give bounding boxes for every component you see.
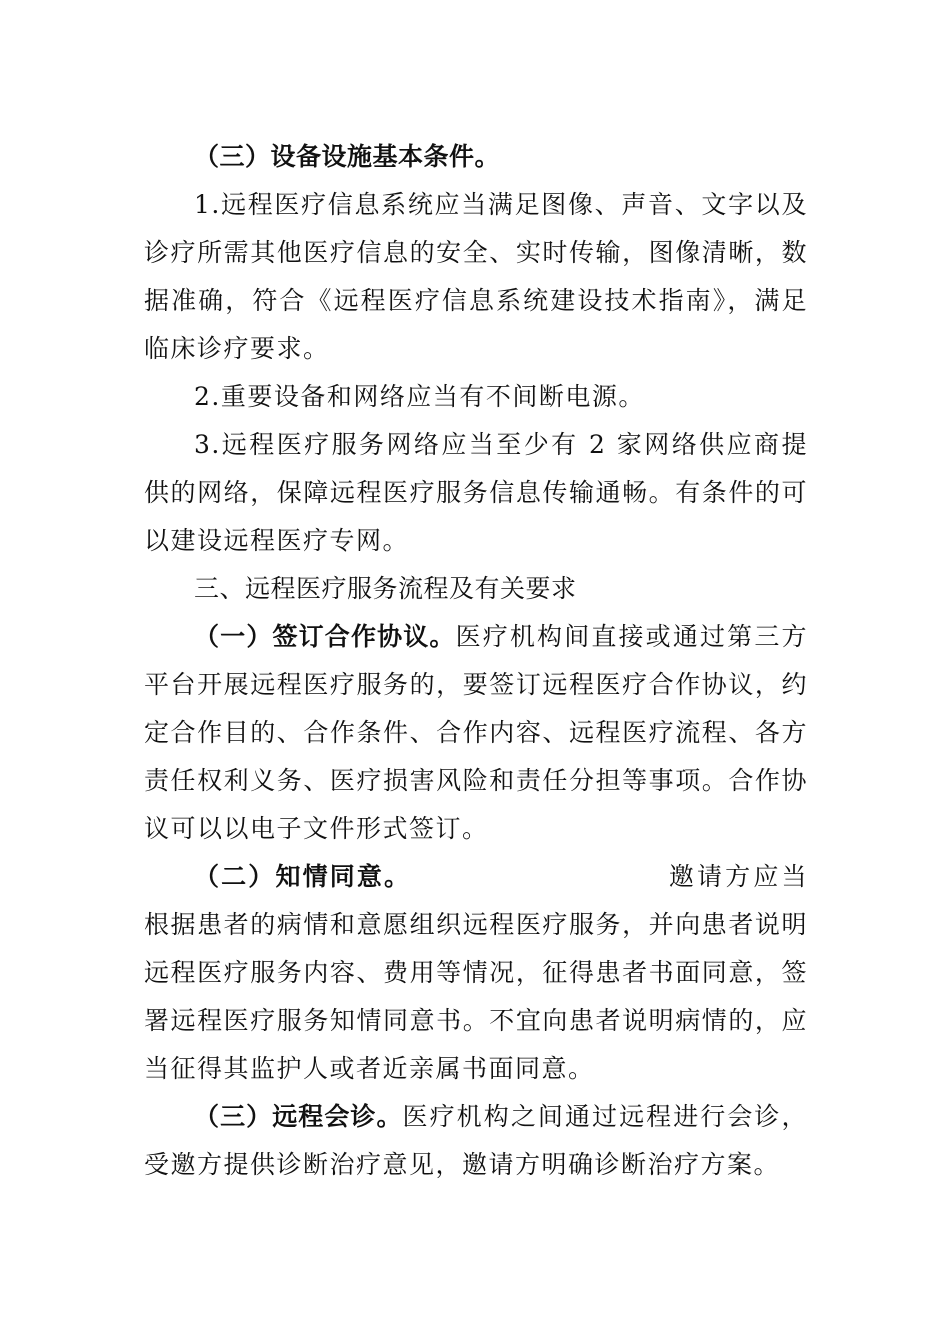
section-heading: （二）知情同意。 — [194, 862, 412, 891]
chapter-heading-text: 三、远程医疗服务流程及有关要求 — [194, 574, 577, 603]
paragraph-agreement — [144, 613, 808, 853]
paragraph-item-3 — [144, 421, 808, 565]
paragraph-consultation — [144, 1093, 808, 1189]
paragraph-text: 1.远程医疗信息系统应当满足图像、声音、文字以及诊疗所需其他医疗信息的安全、实时传输，图像清晰，数据准确，符合《远程医疗信息系统建设技术指南》，满足临床诊疗要求。 — [144, 190, 808, 363]
paragraph-consent — [144, 853, 808, 1093]
paragraph-text: 医疗机构之间通过远程进行会诊，受邀方提供诊断治疗意见，邀请方明确诊断治疗方案。 — [144, 1102, 808, 1179]
paragraph-text: 邀请方应当根据患者的病情和意愿组织远程医疗服务，并向患者说明远程医疗服务内容、费用等情况，征得患者书面同意，签署远程医疗服务知情同意书。不宜向患者说明病情的，应当征得其监护人或者近亲属书面同意。 — [144, 862, 808, 1083]
chapter-heading — [144, 565, 808, 613]
section-heading: （三）设备设施基本条件。 — [194, 142, 501, 171]
paragraph-text: 2.重要设备和网络应当有不间断电源。 — [194, 382, 645, 411]
document-body — [144, 133, 808, 1189]
paragraph-item-2 — [144, 373, 808, 421]
paragraph-text: 医疗机构间直接或通过第三方平台开展远程医疗服务的，要签订远程医疗合作协议，约定合作目的、合作条件、合作内容、远程医疗流程、各方责任权利义务、医疗损害风险和责任分担等事项。合作协议可以以电子文件形式签订。 — [144, 622, 808, 843]
paragraph-equipment-heading — [144, 133, 808, 181]
section-heading: （一）签订合作协议。 — [194, 622, 456, 651]
section-heading: （三）远程会诊。 — [194, 1102, 403, 1131]
paragraph-text: 3.远程医疗服务网络应当至少有 2 家网络供应商提供的网络，保障远程医疗服务信息传输通畅。有条件的可以建设远程医疗专网。 — [144, 430, 808, 555]
paragraph-item-1 — [144, 181, 808, 373]
